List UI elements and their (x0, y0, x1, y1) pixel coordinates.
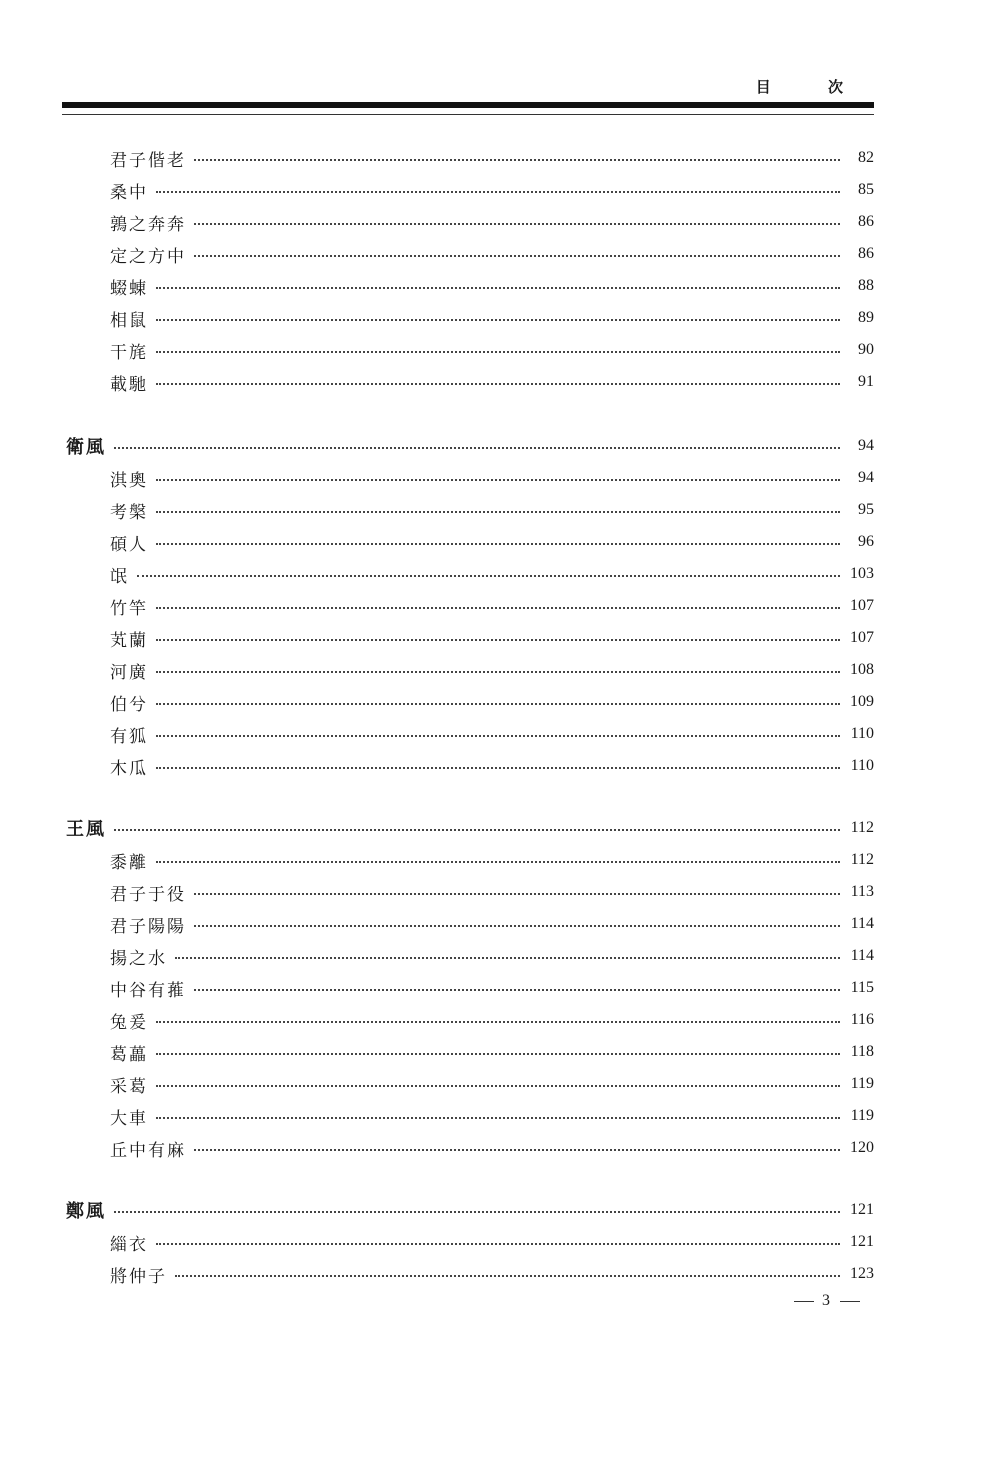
toc-entry-row (110, 464, 874, 492)
dot-leader (156, 511, 840, 513)
toc-entry-row (110, 846, 874, 874)
dot-leader (156, 861, 840, 863)
toc-entry-title: 君子陽陽 (110, 916, 186, 937)
toc-entry-title: 木瓜 (110, 758, 148, 779)
toc-entry-title: 定之方中 (110, 246, 186, 267)
toc-section-title: 王風 (66, 819, 106, 840)
toc-entry-title: 大車 (110, 1108, 148, 1129)
toc-page-number: 86 (858, 245, 874, 262)
toc-entry-row (110, 688, 874, 716)
toc-entry-row (110, 1228, 874, 1256)
toc-entry-row (110, 624, 874, 652)
dot-leader (194, 255, 840, 257)
toc-page-number: 112 (850, 819, 874, 836)
footer-dash-left (794, 1301, 814, 1302)
toc-entry-title: 揚之水 (110, 948, 167, 969)
toc-entry-title: 相鼠 (110, 310, 148, 331)
toc-entry-row (110, 1260, 874, 1288)
dot-leader (156, 1021, 840, 1023)
dot-leader (114, 829, 840, 831)
toc-entry-row (110, 1006, 874, 1034)
toc-page-number: 94 (858, 437, 874, 454)
toc-page-number: 103 (850, 565, 874, 582)
dot-leader (175, 957, 840, 959)
toc-page-number: 121 (850, 1201, 874, 1218)
toc-section-row (66, 814, 874, 842)
dot-leader (156, 1053, 840, 1055)
toc-entry-row (110, 368, 874, 396)
dot-leader (156, 1117, 840, 1119)
dot-leader (194, 893, 840, 895)
toc-entry-title: 采葛 (110, 1076, 148, 1097)
dot-leader (156, 351, 840, 353)
toc-page-number: 94 (858, 469, 874, 486)
toc-entry-row (110, 1134, 874, 1162)
dot-leader (156, 287, 840, 289)
toc-section-row (66, 1196, 874, 1224)
toc-entry-row (110, 720, 874, 748)
toc-section-title: 鄭風 (66, 1201, 106, 1222)
page-footer (786, 1292, 868, 1310)
toc-section-row (66, 432, 874, 460)
toc-entry-row (110, 974, 874, 1002)
running-header: 目 次 (755, 78, 869, 96)
toc-entry-row (110, 910, 874, 938)
toc-entry-row (110, 304, 874, 332)
toc-page-number: 113 (850, 883, 874, 900)
dot-leader (194, 1149, 840, 1151)
toc-entry-row (110, 240, 874, 268)
toc-entry-title: 河廣 (110, 662, 148, 683)
toc-entry-title: 黍離 (110, 852, 148, 873)
toc-entry-title: 淇奧 (110, 470, 148, 491)
toc-page-number: 90 (858, 341, 874, 358)
toc-entry-row (110, 592, 874, 620)
toc-entry-row (110, 656, 874, 684)
toc-entry-title: 鶉之奔奔 (110, 214, 186, 235)
toc-page-number: 114 (850, 947, 874, 964)
toc-entry-row (110, 1102, 874, 1130)
toc-entry-title: 伯兮 (110, 694, 148, 715)
toc-page-number: 88 (858, 277, 874, 294)
toc-page-number: 107 (850, 597, 874, 614)
footer-dash-right (840, 1301, 860, 1302)
toc-page-number: 123 (850, 1265, 874, 1282)
toc-page-number: 112 (850, 851, 874, 868)
toc-entry-title: 蝃蝀 (110, 278, 148, 299)
dot-leader (156, 383, 840, 385)
toc-page-number: 119 (850, 1075, 874, 1092)
toc-section-title: 衛風 (66, 437, 106, 458)
toc-entry-title: 桑中 (110, 182, 148, 203)
toc-entry-row (110, 272, 874, 300)
toc-page-number: 86 (858, 213, 874, 230)
toc-entry-title: 氓 (110, 566, 129, 587)
toc-page-number: 118 (850, 1043, 874, 1060)
toc-entry-row (110, 752, 874, 780)
dot-leader (156, 543, 840, 545)
toc-page-number: 107 (850, 629, 874, 646)
toc-page-number: 121 (850, 1233, 874, 1250)
toc-entry-title: 將仲子 (110, 1266, 167, 1287)
dot-leader (156, 671, 840, 673)
dot-leader (156, 191, 840, 193)
toc-entry-title: 中谷有蓷 (110, 980, 186, 1001)
toc-page-number: 82 (858, 149, 874, 166)
toc-entry-row (110, 208, 874, 236)
toc-entry-row (110, 1038, 874, 1066)
toc-page-number: 120 (850, 1139, 874, 1156)
dot-leader (137, 575, 840, 577)
dot-leader (156, 703, 840, 705)
dot-leader (156, 479, 840, 481)
dot-leader (114, 447, 840, 449)
toc-entry-title: 竹竿 (110, 598, 148, 619)
dot-leader (156, 319, 840, 321)
toc-page-number: 116 (850, 1011, 874, 1028)
toc-page-number: 108 (850, 661, 874, 678)
page-number: 3 (822, 1292, 832, 1309)
dot-leader (194, 159, 840, 161)
toc-entry-title: 葛藟 (110, 1044, 148, 1065)
dot-leader (156, 639, 840, 641)
toc-page-number: 85 (858, 181, 874, 198)
toc-page-number: 96 (858, 533, 874, 550)
dot-leader (156, 1085, 840, 1087)
toc-entry-row (110, 496, 874, 524)
toc-entry-title: 干旄 (110, 342, 148, 363)
toc-page-number: 91 (858, 373, 874, 390)
toc-entry-row (110, 176, 874, 204)
toc-entry-title: 考槃 (110, 502, 148, 523)
dot-leader (156, 607, 840, 609)
dot-leader (194, 989, 840, 991)
dot-leader (156, 735, 840, 737)
toc-entry-row (110, 942, 874, 970)
dot-leader (194, 925, 840, 927)
toc-entry-title: 有狐 (110, 726, 148, 747)
header-rule-thick (62, 102, 874, 108)
toc-page-number: 110 (850, 725, 874, 742)
toc-entry-title: 芄蘭 (110, 630, 148, 651)
toc-entry-title: 君子于役 (110, 884, 186, 905)
toc-entry-title: 碩人 (110, 534, 148, 555)
toc-page-number: 114 (850, 915, 874, 932)
toc-entry-title: 載馳 (110, 374, 148, 395)
toc-entry-row (110, 878, 874, 906)
toc-page-number: 109 (850, 693, 874, 710)
toc-entry-row (110, 560, 874, 588)
dot-leader (194, 223, 840, 225)
toc-entry-row (110, 336, 874, 364)
toc-page-number: 115 (850, 979, 874, 996)
dot-leader (175, 1275, 840, 1277)
dot-leader (156, 1243, 840, 1245)
dot-leader (156, 767, 840, 769)
toc-page-number: 89 (858, 309, 874, 326)
header-rule-thin (62, 114, 874, 115)
toc-entry-row (110, 1070, 874, 1098)
toc-entry-row (110, 528, 874, 556)
toc-page-number: 95 (858, 501, 874, 518)
toc-entry-title: 君子偕老 (110, 150, 186, 171)
toc-entry-title: 緇衣 (110, 1234, 148, 1255)
toc-page-number: 119 (850, 1107, 874, 1124)
toc-page-number: 110 (850, 757, 874, 774)
toc-entry-row (110, 144, 874, 172)
toc-entry-title: 丘中有麻 (110, 1140, 186, 1161)
toc-entry-title: 兔爰 (110, 1012, 148, 1033)
dot-leader (114, 1211, 840, 1213)
